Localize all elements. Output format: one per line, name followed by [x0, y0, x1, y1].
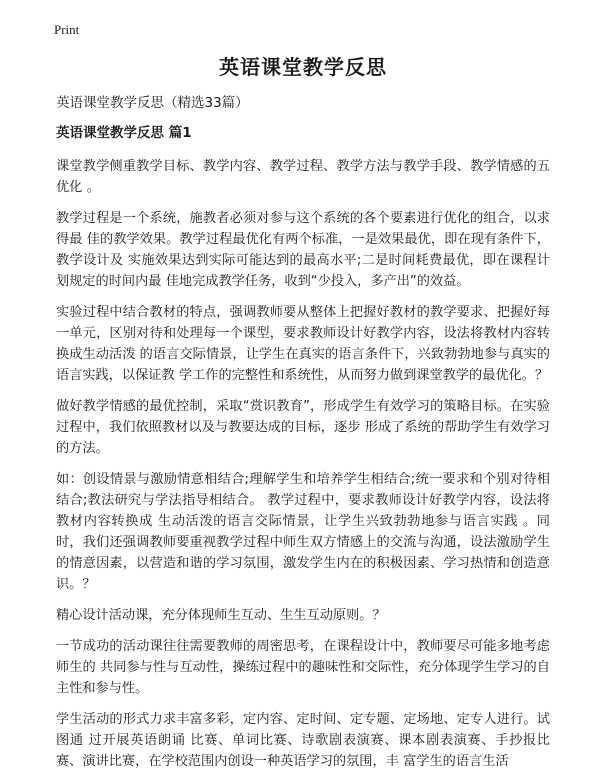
section-heading: 英语课堂教学反思 篇1	[56, 125, 192, 141]
paragraph: 做好教学情感的最优控制，采取“赏识教育”，形成学生有效学习的策略目标。在实验过程中，我们依照教材以及与教要达成的目标，逐步 形成了系统的帮助学生有效学习的方法。	[56, 399, 550, 456]
print-link[interactable]: Print	[54, 22, 80, 37]
paragraph: 精心设计活动课，充分体现师生互动、生生互动原则。？	[56, 608, 386, 623]
document-subtitle: 英语课堂教学反思（精选33篇）	[56, 95, 249, 111]
paragraph: 学生活动的形式力求丰富多彩，定内容、定时间、定专题、定场地、定专人进行。试图通 过开展英语朗诵 比赛、单词比赛、诗歌剧表演赛、课本剧表演赛、手抄报比赛、演讲比赛，在学校范围内创设一种英语学习的氛围，丰 富学生的语言生活	[56, 712, 550, 769]
paragraph: 一节成功的活动课往往需要教师的周密思考，在课程设计中，教师要尽可能多地考虑师生的 共同参与性与互动性，操练过程中的趣味性和交际性，充分体现学生学习的自主性和参与性。	[56, 639, 550, 696]
page-title: 英语课堂教学反思	[219, 55, 387, 79]
paragraph: 教学过程是一个系统，施教者必须对参与这个系统的各个要素进行优化的组合，以求得最 佳的教学效果。教学过程最优化有两个标准，一是效果最优，即在现有条件下，教学设计及 实施效果达到实际可能达到的最高水平;二是时间耗费最优，即在课程计划规定的时间内最 佳地完成教学任务，收到“少投入，多产出”的效益。	[56, 211, 550, 289]
paragraph: 实验过程中结合教材的特点，强调教师要从整体上把握好教材的教学要求、把握好每一单元，区别对待和处理每一个课型，要求教师设计好教学内容，设法将教材内容转换成生动活泼 的语言交际情景，让学生在真实的语言条件下，兴致勃勃地参与真实的语言实践，以保证教 学工作的完整性和系统性，从而努力做到课堂教学的最优化。？	[56, 305, 550, 383]
paragraph-list	[56, 156, 550, 772]
paragraph: 课堂教学侧重教学目标、教学内容、教学过程、教学方法与教学手段、教学情感的五优化 。	[56, 159, 550, 195]
document-body	[56, 52, 550, 772]
paragraph: 如：创设情景与激励情意相结合;理解学生和培养学生相结合;统一要求和个别对待相 结合;教法研究与学法指导相结合。 教学过程中，要求教师设计好教学内容，设法将教材内容转换成 生动活泼的语言交际情景，让学生兴致勃勃地参与语言实践 。同时，我们还强调教师要重视教学过程中师生双方情感上的交流与沟通，设法激励学生 的情意因素，以营造和谐的学习氛围，激发学生内在的积极因素、学习热情和创造意识。？	[56, 472, 550, 592]
